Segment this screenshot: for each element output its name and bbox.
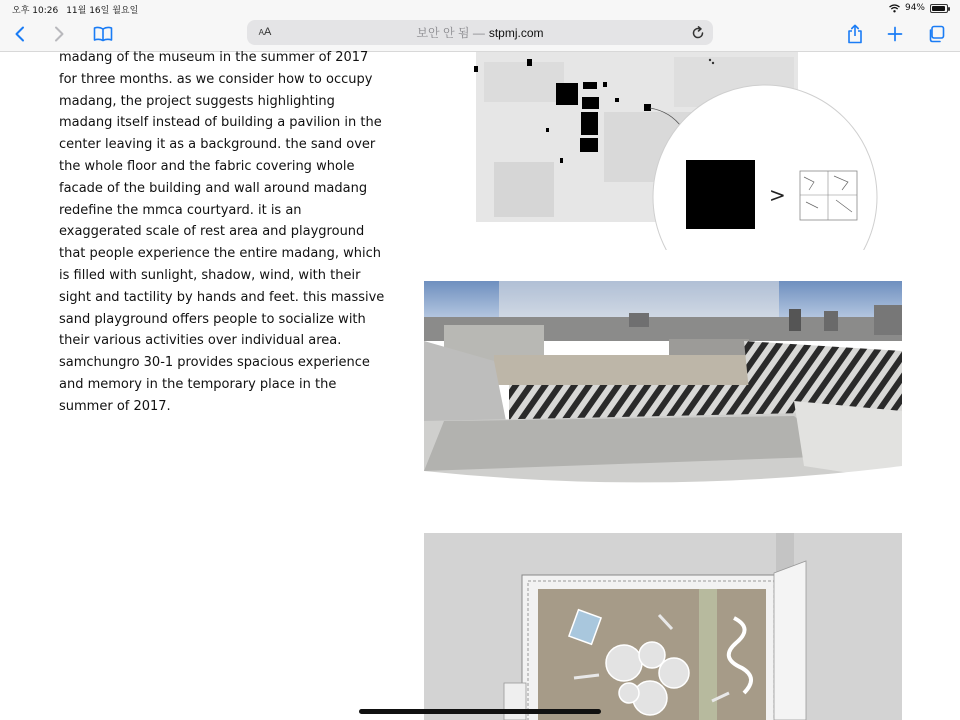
status-left xyxy=(12,3,138,16)
status-time: 오후 10:26 xyxy=(12,6,59,16)
reload-button[interactable] xyxy=(689,24,707,42)
url-domain: stpmj.com xyxy=(488,26,544,40)
courtyard-panorama-photo xyxy=(424,281,902,491)
status-date: 11월 16일 월요일 xyxy=(66,6,139,16)
status-bar xyxy=(0,0,960,17)
tabs-icon xyxy=(927,25,945,43)
forward-button[interactable] xyxy=(45,21,73,47)
share-icon xyxy=(847,24,863,44)
bookmarks-button[interactable] xyxy=(89,21,117,47)
back-button[interactable] xyxy=(6,21,34,47)
plan-drawing xyxy=(424,533,902,720)
address-bar[interactable] xyxy=(247,20,713,45)
status-right xyxy=(889,3,948,13)
back-icon xyxy=(14,26,26,42)
site-plan-diagram-image xyxy=(424,52,902,250)
home-indicator[interactable] xyxy=(359,709,601,714)
battery-percent: 94% xyxy=(904,3,925,13)
reader-a-large: A xyxy=(264,26,272,38)
reader-a-small: A xyxy=(258,28,264,37)
new-tab-button[interactable] xyxy=(881,21,909,47)
bookmarks-icon xyxy=(93,26,113,42)
plus-icon xyxy=(887,26,903,42)
forward-icon xyxy=(53,26,65,42)
battery-icon xyxy=(930,4,948,13)
article-body-text: madang of the museum in the summer of 2017 for three months. as we consider how to occupy madang, the project suggests highlighting madang itself instead of building a pavilion in the center leaving it as a background. the sand over the whole floor and the fabric covering whole facade of the building and wall around madang redefine the mmca courtyard. it is an exaggerated scale of rest area and playground that people experience the entire madang, which is filled with sunlight, shadow, wind, with their sight and tactility by hands and feet. this massive sand playground offers people to socialize with their various activities over individual area. samchungro 30-1 provides spacious experience and memory in the temporary place in the summer of 2017. xyxy=(59,50,385,414)
site-plan-drawing xyxy=(424,52,902,250)
reader-options-button[interactable] xyxy=(253,24,277,42)
url-display[interactable] xyxy=(416,24,543,41)
map-comparison-symbol: > xyxy=(769,183,786,207)
security-label: 보안 안 됨 — xyxy=(416,26,485,40)
panorama-drawing xyxy=(424,281,902,491)
tabs-overview-button[interactable] xyxy=(922,21,950,47)
wifi-icon xyxy=(889,4,900,13)
courtyard-plan-view-image xyxy=(424,533,902,720)
share-button[interactable] xyxy=(841,21,869,47)
battery-fill xyxy=(932,6,945,11)
reload-icon xyxy=(691,26,705,40)
